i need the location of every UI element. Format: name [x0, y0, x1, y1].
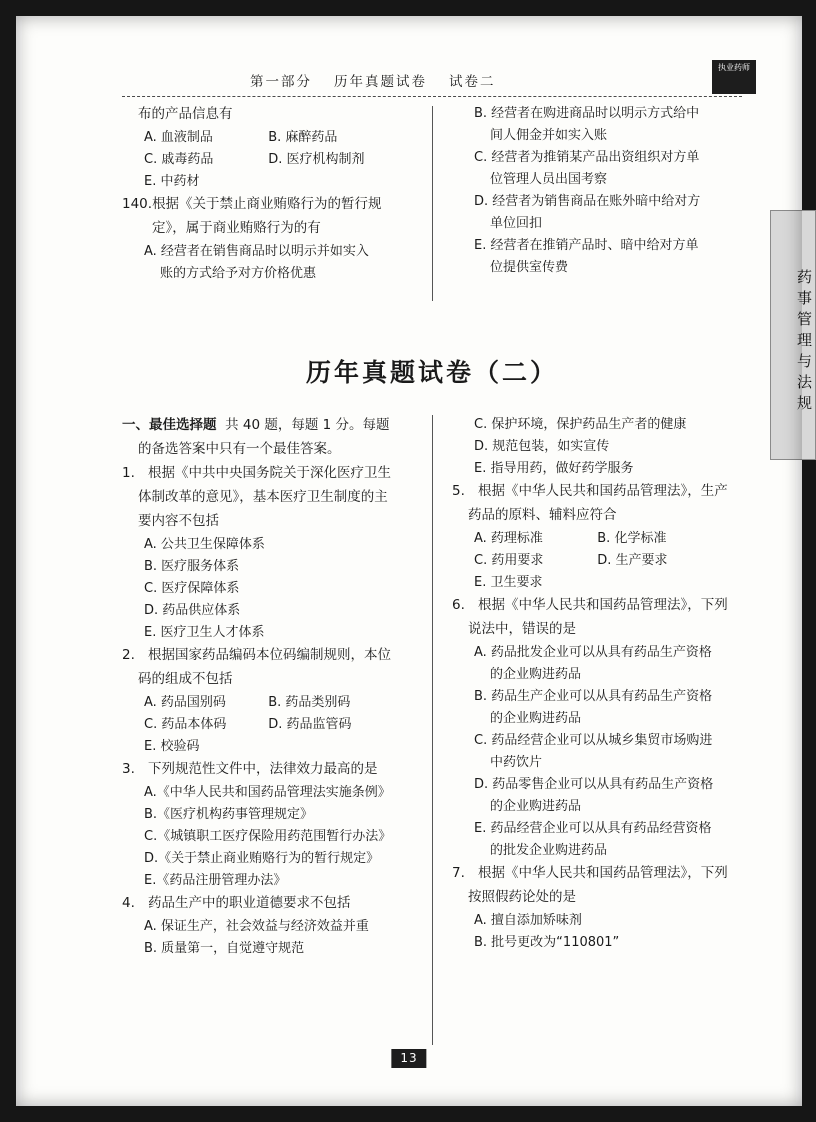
question-number: 2.: [122, 647, 135, 663]
question-number: 140.: [122, 196, 153, 212]
option-a: A. 公共卫生保障体系: [144, 537, 265, 552]
question-stem-text: 根据《中华人民共和国药品管理法》，生产: [478, 483, 728, 499]
section-heading-rest: 共 40 题，每题 1 分。每题: [225, 417, 390, 433]
page-edge-bottom: [0, 1106, 816, 1122]
option-d: D. 药品供应体系: [144, 603, 241, 618]
question-stem-text: 根据《中共中央国务院关于深化医疗卫生: [148, 465, 391, 481]
option-a: A. 擅自添加矫味剂: [474, 913, 582, 928]
option-e: E. 中药材: [144, 174, 200, 189]
question-stem-text: 根据《中华人民共和国药品管理法》，下列: [478, 597, 728, 613]
question-stem: [452, 481, 742, 501]
option-a: A. 药品批发企业可以从具有药品生产资格: [474, 645, 712, 660]
option-a: A.《中华人民共和国药品管理法实施条例》: [144, 785, 391, 800]
option-b: B. 化学标准: [597, 531, 667, 546]
paper-sheet: [22, 20, 813, 1102]
option-c-cont: 中药饮片: [490, 755, 543, 770]
option-row: [122, 715, 414, 734]
question-stem: [452, 595, 742, 615]
book-logo-icon: 执业药师: [712, 60, 756, 94]
option-c: C. 药品经营企业可以从城乡集贸市场购进: [474, 733, 713, 748]
option-d: D. 生产要求: [597, 553, 668, 568]
option-row: [122, 150, 414, 169]
option-b: B. 质量第一，自觉遵守规范: [144, 941, 305, 956]
option-e: E. 药品经营企业可以从具有药品经营资格: [474, 821, 712, 836]
side-thumb-tab: 药事管理与法规: [770, 210, 816, 460]
option-a: A. 药理标准: [474, 531, 543, 546]
question-number: 7.: [452, 865, 465, 881]
questions-block: [122, 415, 742, 1055]
question-number: 4.: [122, 895, 135, 911]
option-a: A. 血液制品: [144, 130, 213, 145]
question-stem-cont: 药品的原料、辅料应符合: [468, 507, 617, 523]
column-left-top: [122, 104, 432, 286]
question-stem-text: 药品生产中的职业道德要求不包括: [148, 895, 351, 911]
page-content: [122, 63, 813, 1055]
option-e-cont: 位提供室传费: [490, 260, 569, 275]
option-a-cont: 账的方式给予对方价格优惠: [160, 266, 317, 281]
option-b: B. 医疗服务体系: [144, 559, 240, 574]
question-stem: [122, 759, 414, 779]
question-number: 1.: [122, 465, 135, 481]
option-d-cont: 的企业购进药品: [490, 799, 582, 814]
section-heading-line2: 的备选答案中只有一个最佳答案。: [138, 441, 341, 457]
column-left-main: [122, 415, 432, 961]
question-stem: [122, 463, 414, 483]
carryover-stem-line: 布的产品信息有: [138, 106, 233, 122]
option-c: C. 保护环境，保护药品生产者的健康: [474, 417, 687, 432]
header-paper: 试卷二: [449, 74, 496, 90]
option-b: B. 经营者在购进商品时以明示方式给中: [474, 106, 700, 121]
page-edge-top: [0, 0, 816, 16]
question-stem-cont: 码的组成不包括: [138, 671, 233, 687]
header-section: 历年真题试卷: [334, 74, 427, 90]
paper-title: 历年真题试卷（二）: [305, 358, 558, 387]
header-rule: [122, 96, 742, 97]
option-row: [122, 693, 414, 712]
question-140-stem-cont: 定》，属于商业贿赂行为的有: [152, 220, 321, 236]
question-number: 5.: [452, 483, 465, 499]
option-b-cont: 间人佣金并如实入账: [490, 128, 608, 143]
question-stem: [122, 645, 414, 665]
option-e: E. 校验码: [144, 739, 200, 754]
option-b: B.《医疗机构药事管理规定》: [144, 807, 314, 822]
option-c: C. 医疗保障体系: [144, 581, 240, 596]
option-e: E. 卫生要求: [474, 575, 543, 590]
option-c: C.《城镇职工医疗保险用药范围暂行办法》: [144, 829, 392, 844]
question-140-stem: [122, 194, 414, 214]
section-heading-label: 一、最佳选择题: [122, 417, 217, 433]
option-b: B. 药品类别码: [268, 695, 351, 710]
header-text: [250, 70, 496, 90]
option-row: [122, 128, 414, 147]
option-a: A. 保证生产，社会效益与经济效益并重: [144, 919, 369, 934]
question-stem-text: 根据《关于禁止商业贿赂行为的暂行规: [152, 196, 382, 212]
question-stem-text: 下列规范性文件中，法律效力最高的是: [148, 761, 378, 777]
header-part: 第一部分: [250, 74, 312, 90]
question-stem-text: 根据《中华人民共和国药品管理法》，下列: [478, 865, 728, 881]
option-d: D. 规范包装，如实宣传: [474, 439, 610, 454]
question-stem: [122, 893, 414, 913]
carryover-block: [122, 104, 742, 319]
question-stem: [452, 863, 742, 883]
option-a: A. 经营者在销售商品时以明示并如实入: [144, 244, 369, 259]
option-c: C. 戚毒药品: [144, 152, 214, 167]
question-stem-cont: 说法中，错误的是: [468, 621, 576, 637]
option-d: D. 药品监管码: [268, 717, 352, 732]
option-b: B. 麻醉药品: [268, 130, 338, 145]
option-d: D. 医疗机构制剂: [268, 152, 365, 167]
option-b: B. 批号更改为“110801”: [474, 935, 620, 950]
option-c: C. 药品本体码: [144, 717, 227, 732]
option-d: D. 药品零售企业可以从具有药品生产资格: [474, 777, 714, 792]
option-b-cont: 的企业购进药品: [490, 711, 582, 726]
column-right-top: [432, 104, 742, 286]
question-number: 3.: [122, 761, 135, 777]
page-number-badge: 13: [391, 1049, 426, 1068]
option-e-cont: 的批发企业购进药品: [490, 843, 608, 858]
option-e: E. 经营者在推销产品时、暗中给对方单: [474, 238, 699, 253]
question-stem-cont: 按照假药论处的是: [468, 889, 576, 905]
question-stem-cont: 要内容不包括: [138, 513, 219, 529]
option-a-cont: 的企业购进药品: [490, 667, 582, 682]
option-e: E. 医疗卫生人才体系: [144, 625, 265, 640]
question-stem-text: 根据国家药品编码本位码编制规则，本位: [148, 647, 391, 663]
option-c: C. 经营者为推销某产品出资组织对方单: [474, 150, 700, 165]
option-e: E. 指导用药，做好药学服务: [474, 461, 634, 476]
page-edge-left: [0, 0, 16, 1122]
section-heading: [122, 415, 414, 435]
question-number: 6.: [452, 597, 465, 613]
option-c-cont: 位管理人员出国考察: [490, 172, 608, 187]
column-right-main: [432, 415, 742, 961]
option-row: [452, 529, 742, 548]
option-d-cont: 单位回扣: [490, 216, 543, 231]
option-c: C. 药用要求: [474, 553, 544, 568]
option-d: D.《关于禁止商业贿赂行为的暂行规定》: [144, 851, 380, 866]
running-header: [122, 63, 750, 104]
option-row: [452, 551, 742, 570]
option-a: A. 药品国别码: [144, 695, 226, 710]
page-edge-right: [802, 0, 816, 1122]
question-stem-cont: 体制改革的意见》，基本医疗卫生制度的主: [138, 489, 388, 505]
option-e: E.《药品注册管理办法》: [144, 873, 287, 888]
option-d: D. 经营者为销售商品在账外暗中给对方: [474, 194, 701, 209]
option-b: B. 药品生产企业可以从具有药品生产资格: [474, 689, 713, 704]
